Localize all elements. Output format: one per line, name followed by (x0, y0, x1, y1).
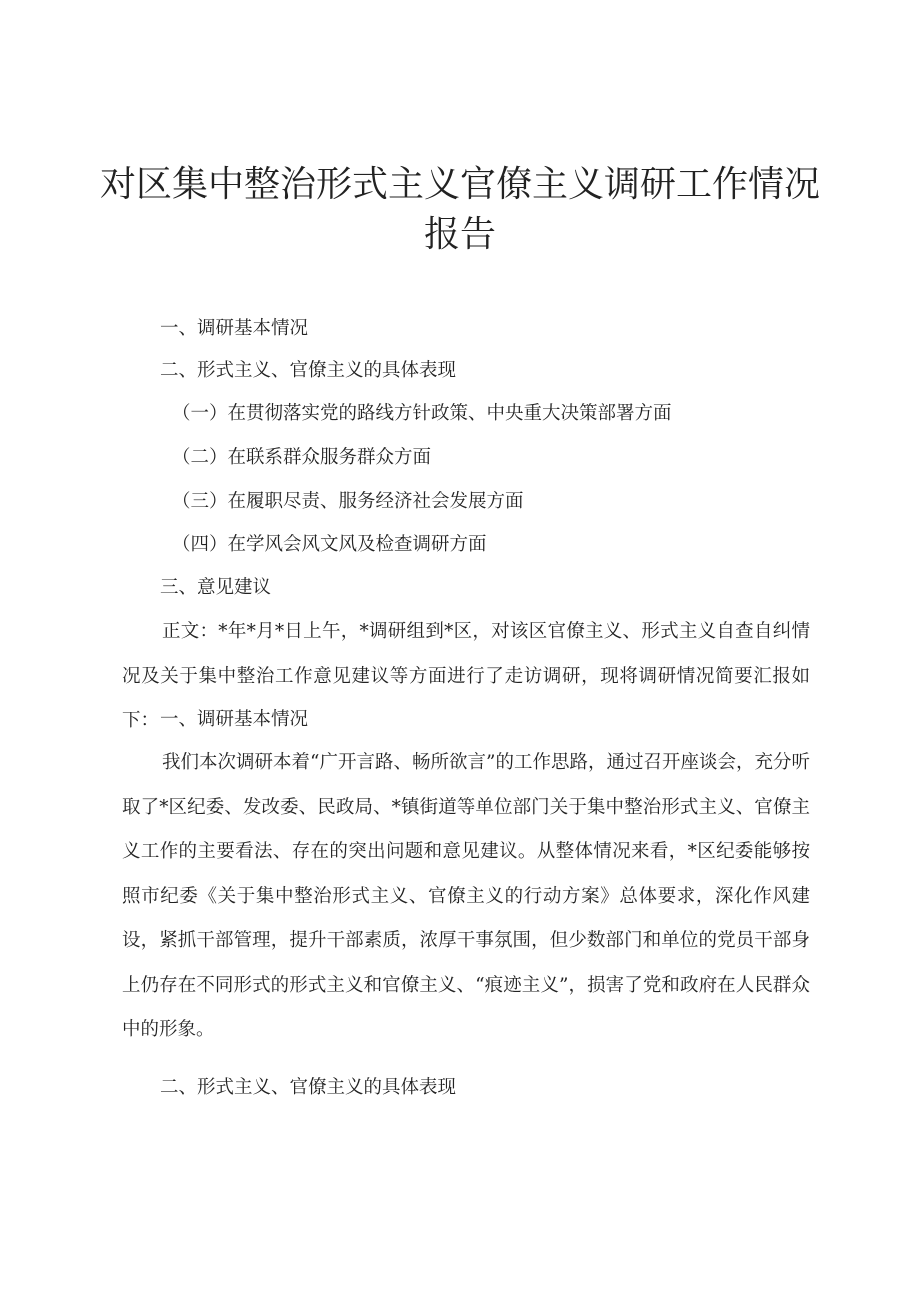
document-title-line-1: 对区集中整治形式主义官僚主义调研工作情况 (100, 164, 821, 205)
section-1-paragraph: 我们本次调研本着“广开言路、畅所欲言”的工作思路，通过召开座谈会，充分听取了*区纪委、发改委、民政局、*镇街道等单位部门关于集中整治形式主义、官僚主义工作的主要看法、存在的突出问题和意见建议。从整体情况来看，*区纪委能够按照市纪委《关于集中整治形式主义、官僚主义的行动方案》总体要求，深化作风建设，紧抓干部管理，提升干部素质，浓厚干事氛围，但少数部门和单位的党员干部身上仍存在不同形式的形式主义和官僚主义、“痕迹主义”，损害了党和政府在人民群众中的形象。 (122, 752, 810, 1040)
section-1-heading: 一、调研基本情况 (160, 709, 309, 730)
outline-sub-item-1: （一）在贯彻落实党的路线方针政策、中央重大决策部署方面 (172, 403, 672, 424)
outline-sub-item-3: （三）在履职尽责、服务经济社会发展方面 (172, 491, 524, 512)
outline-item-3: 三、意见建议 (160, 577, 272, 598)
outline-sub-item-2: （二）在联系群众服务群众方面 (172, 447, 432, 468)
outline-sub-item-4: （四）在学风会风文风及检查调研方面 (172, 534, 487, 555)
intro-paragraph: 正文：*年*月*日上午，*调研组到*区，对该区官僚主义、形式主义自查自纠情况及关于集中整治工作意见建议等方面进行了走访调研，现将调研情况简要汇报如下： (122, 621, 810, 731)
section-2-heading: 二、形式主义、官僚主义的具体表现 (160, 1077, 457, 1098)
document-title-line-2: 报告 (423, 214, 496, 255)
outline-item-1: 一、调研基本情况 (160, 318, 309, 339)
outline-item-2: 二、形式主义、官僚主义的具体表现 (160, 360, 457, 381)
